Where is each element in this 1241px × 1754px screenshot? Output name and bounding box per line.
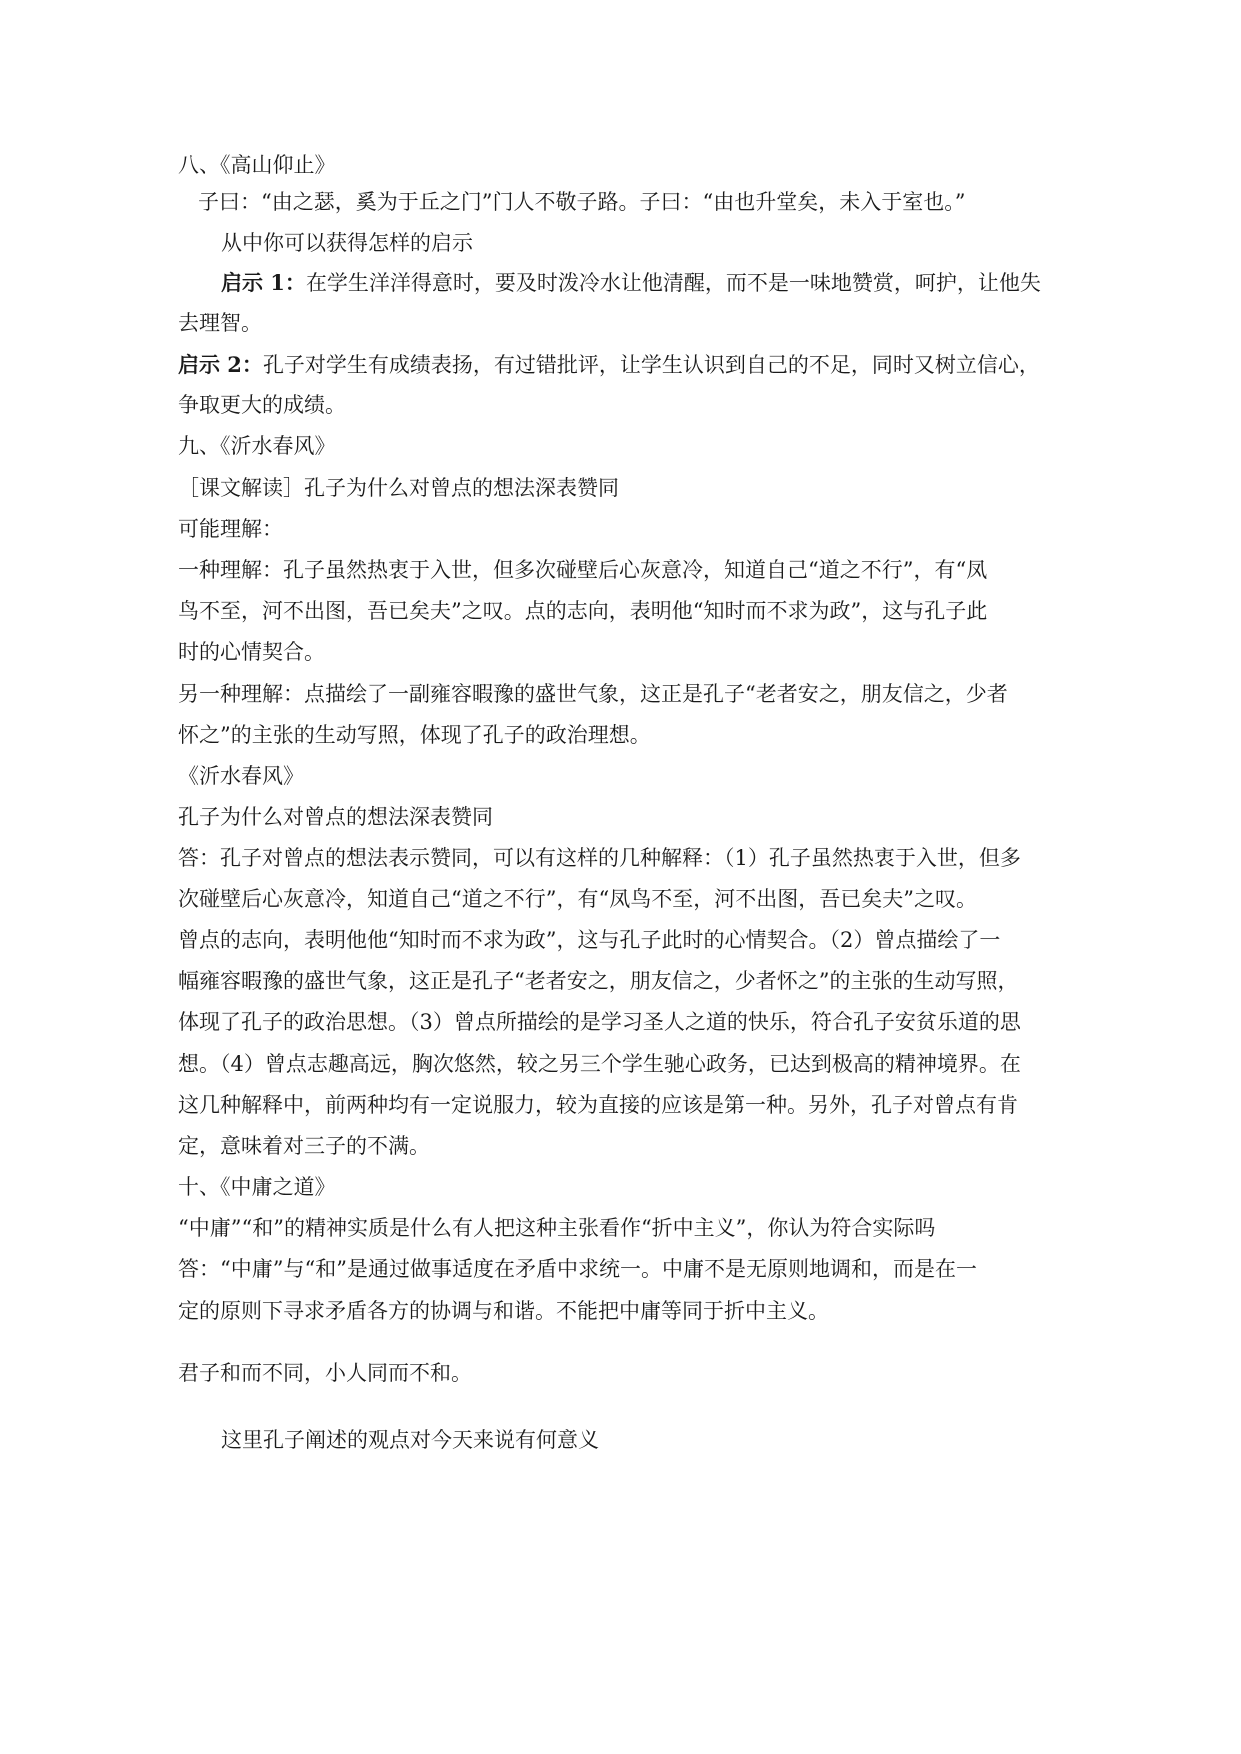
section-9-answer-line-8: 定，意味着对三子的不满。 <box>178 1134 430 1158</box>
insight-2-label: 启示 2： <box>178 352 263 377</box>
section-10-answer-line-1: 答：“中庸”与“和”是通过做事适度在矛盾中求统一。中庸不是无原则地调和，而是在一 <box>178 1257 977 1281</box>
section-8-title: 八、《高山仰止》 <box>178 153 336 177</box>
section-9-question: 孔子为什么对曾点的想法深表赞同 <box>178 805 493 829</box>
understanding-1-line-1: 一种理解：孔子虽然热衷于入世，但多次碰壁后心灰意冷，知道自己“道之不行”，有“凤 <box>178 558 988 582</box>
insight-2-line-1 <box>178 350 1068 380</box>
understanding-2-line-2: 怀之”的主张的生动写照，体现了孔子的政治理想。 <box>178 723 651 747</box>
section-10-quote: 君子和而不同，小人同而不和。 <box>178 1361 472 1385</box>
understanding-1-line-2: 鸟不至，河不出图，吾已矣夫”之叹。点的志向，表明他“知时而不求为政”，这与孔子此 <box>178 599 988 623</box>
section-9-answer-line-2: 次碰壁后心灰意冷，知道自己“道之不行”，有“凤鸟不至，河不出图，吾已矣夫”之叹。 <box>178 887 977 911</box>
section-9-answer-line-6: 想。（4）曾点志趣高远，胸次悠然，较之另三个学生驰心政务，已达到极高的精神境界。在 <box>178 1052 1021 1076</box>
understanding-1-line-3: 时的心情契合。 <box>178 640 325 664</box>
insight-1-text: 在学生洋洋得意时，要及时泼冷水让他清醒，而不是一味地赞赏，呵护，让他失 <box>305 271 1041 295</box>
section-9-title: 九、《沂水春风》 <box>178 434 336 458</box>
section-10-question: “中庸”“和”的精神实质是什么有人把这种主张看作“折中主义”，你认为符合实际吗 <box>178 1216 936 1240</box>
insight-2-line-2: 争取更大的成绩。 <box>178 393 346 417</box>
section-10-question-2: 这里孔子阐述的观点对今天来说有何意义 <box>221 1428 599 1452</box>
section-9-answer-line-5: 体现了孔子的政治思想。（3）曾点所描绘的是学习圣人之道的快乐，符合孔子安贫乐道的思 <box>178 1010 1021 1034</box>
section-10-title: 十、《中庸之道》 <box>178 1175 336 1199</box>
insight-1-line-1 <box>221 268 1111 298</box>
section-9-answer-line-7: 这几种解释中，前两种均有一定说服力，较为直接的应该是第一种。另外，孔子对曾点有肯 <box>178 1093 1018 1117</box>
section-10-answer-line-2: 定的原则下寻求矛盾各方的协调与和谐。不能把中庸等同于折中主义。 <box>178 1299 829 1323</box>
section-9-reading-heading: ［课文解读］孔子为什么对曾点的想法深表赞同 <box>178 476 619 500</box>
section-9-possible-label: 可能理解： <box>178 517 283 541</box>
section-8-quote: 子曰：“由之瑟，奚为于丘之门”门人不敬子路。子曰：“由也升堂矣，未入于室也。” <box>198 190 966 214</box>
section-9-answer-line-1: 答：孔子对曾点的想法表示赞同，可以有这样的几种解释：（1）孔子虽然热衷于入世，但多 <box>178 846 1021 870</box>
section-9-answer-line-3: 曾点的志向，表明他他“知时而不求为政”，这与孔子此时的心情契合。（2）曾点描绘了一 <box>178 928 1001 952</box>
understanding-2-line-1: 另一种理解：点描绘了一副雍容暇豫的盛世气象，这正是孔子“老者安之，朋友信之，少者 <box>178 682 1008 706</box>
section-8-question: 从中你可以获得怎样的启示 <box>221 231 473 255</box>
section-9-title-repeat: 《沂水春风》 <box>178 764 304 788</box>
insight-1-label: 启示 1： <box>221 270 306 295</box>
insight-1-line-2: 去理智。 <box>178 311 262 335</box>
insight-2-text: 孔子对学生有成绩表扬，有过错批评，让学生认识到自己的不足，同时又树立信心， <box>262 353 1040 377</box>
section-9-answer-line-4: 幅雍容暇豫的盛世气象，这正是孔子“老者安之，朋友信之，少者怀之”的主张的生动写照， <box>178 969 1019 993</box>
